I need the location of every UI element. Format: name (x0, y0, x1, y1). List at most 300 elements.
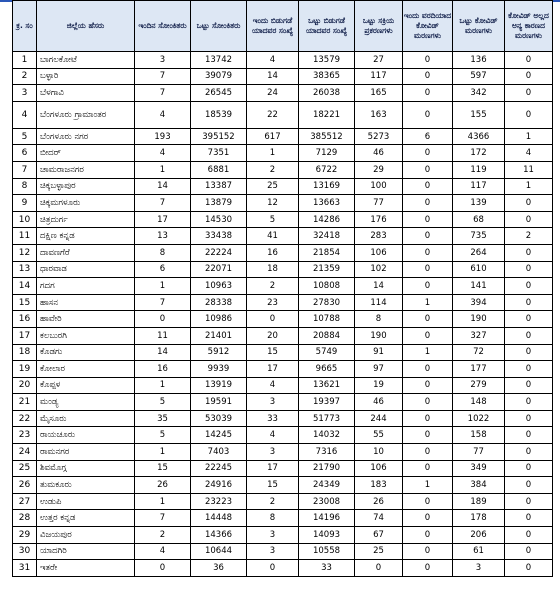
table-cell: 33438 (191, 228, 247, 245)
table-row (13, 195, 553, 212)
table-cell: 0 (135, 311, 191, 328)
district-name-cell: ಉಡುಪಿ (37, 493, 135, 510)
table-cell: 0 (505, 510, 553, 527)
table-cell: 9665 (299, 361, 355, 378)
table-cell: 1 (135, 493, 191, 510)
table-cell: 2 (247, 493, 299, 510)
serial-number-cell: 11 (13, 228, 37, 245)
table-cell: 5912 (191, 344, 247, 361)
table-cell: 36 (191, 560, 247, 577)
table-cell: 10963 (191, 278, 247, 295)
table-cell: 0 (505, 444, 553, 461)
district-name-cell: ಗದಗ (37, 278, 135, 295)
table-cell: 14 (247, 68, 299, 85)
table-cell: 68 (453, 211, 505, 228)
district-name-cell: ಕೋಲಾರ (37, 361, 135, 378)
table-cell: 394 (453, 294, 505, 311)
table-cell: 0 (403, 178, 453, 195)
table-cell: 206 (453, 527, 505, 544)
district-name-cell: ಕೊಪ್ಪಳ (37, 377, 135, 394)
table-cell: 0 (403, 377, 453, 394)
header-cell: ಒಟ್ಟು ಬಿಡುಗಡೆ ಯಾದವರ ಸಂಖ್ಯೆ (299, 1, 355, 52)
table-cell: 193 (135, 128, 191, 145)
table-cell: 5273 (355, 128, 403, 145)
table-cell: 119 (453, 161, 505, 178)
header-cell: ಇಂದಿನ ಸೋಂಕಿತರು (135, 1, 191, 52)
district-name-cell: ಬೀದರ್ (37, 145, 135, 162)
serial-number-cell: 13 (13, 261, 37, 278)
table-cell: 18 (247, 261, 299, 278)
serial-number-cell: 18 (13, 344, 37, 361)
table-cell: 279 (453, 377, 505, 394)
district-name-cell: ದಾವಣಗೆರೆ (37, 244, 135, 261)
table-cell: 13919 (191, 377, 247, 394)
table-cell: 2 (505, 228, 553, 245)
table-row (13, 394, 553, 411)
table-cell: 21854 (299, 244, 355, 261)
table-cell: 16 (135, 361, 191, 378)
table-cell: 0 (403, 211, 453, 228)
table-cell: 51773 (299, 410, 355, 427)
district-name-cell: ಮಂಡ್ಯ (37, 394, 135, 411)
table-row (13, 228, 553, 245)
table-cell: 1 (135, 444, 191, 461)
table-cell: 11 (135, 327, 191, 344)
table-cell: 2 (247, 161, 299, 178)
table-cell: 7 (135, 510, 191, 527)
table-cell: 158 (453, 427, 505, 444)
table-cell: 0 (403, 460, 453, 477)
table-cell: 15 (135, 460, 191, 477)
district-name-cell: ರಾಮನಗರ (37, 444, 135, 461)
table-cell: 0 (403, 68, 453, 85)
table-cell: 97 (355, 361, 403, 378)
table-cell: 0 (505, 85, 553, 102)
table-cell: 22245 (191, 460, 247, 477)
table-cell: 19591 (191, 394, 247, 411)
table-cell: 7 (135, 68, 191, 85)
table-cell: 15 (247, 477, 299, 494)
table-cell: 0 (355, 560, 403, 577)
table-cell: 13387 (191, 178, 247, 195)
table-cell: 25 (247, 178, 299, 195)
table-row (13, 560, 553, 577)
table-row (13, 361, 553, 378)
table-cell: 1 (135, 161, 191, 178)
table-cell: 0 (403, 394, 453, 411)
table-cell: 26038 (299, 85, 355, 102)
table-cell: 6 (135, 261, 191, 278)
table-cell: 74 (355, 510, 403, 527)
table-cell: 106 (355, 244, 403, 261)
district-name-cell: ತುಮಕೂರು (37, 477, 135, 494)
table-cell: 27 (355, 52, 403, 69)
table-cell: 0 (505, 377, 553, 394)
table-cell: 14 (355, 278, 403, 295)
table-cell: 32418 (299, 228, 355, 245)
table-cell: 0 (403, 261, 453, 278)
district-name-cell: ಬಾಗಲಕೋಟೆ (37, 52, 135, 69)
table-cell: 10 (355, 444, 403, 461)
table-row (13, 101, 553, 128)
table-cell: 21401 (191, 327, 247, 344)
district-name-cell: ಕಲಬುರಗಿ (37, 327, 135, 344)
table-cell: 0 (505, 294, 553, 311)
table-row (13, 327, 553, 344)
table-cell: 24 (247, 85, 299, 102)
table-cell: 106 (355, 460, 403, 477)
table-cell: 0 (247, 560, 299, 577)
table-cell: 117 (453, 178, 505, 195)
table-cell: 77 (453, 444, 505, 461)
serial-number-cell: 15 (13, 294, 37, 311)
table-cell: 0 (403, 527, 453, 544)
table-cell: 13169 (299, 178, 355, 195)
table-cell: 327 (453, 327, 505, 344)
table-cell: 0 (403, 311, 453, 328)
table-cell: 24349 (299, 477, 355, 494)
table-cell: 25 (355, 543, 403, 560)
serial-number-cell: 27 (13, 493, 37, 510)
table-cell: 17 (135, 211, 191, 228)
district-name-cell: ಹಾವೇರಿ (37, 311, 135, 328)
serial-number-cell: 21 (13, 394, 37, 411)
serial-number-cell: 10 (13, 211, 37, 228)
table-cell: 8 (247, 510, 299, 527)
district-name-cell: ಚಾಮರಾಜನಗರ (37, 161, 135, 178)
table-cell: 617 (247, 128, 299, 145)
table-cell: 0 (505, 410, 553, 427)
table-row (13, 410, 553, 427)
table-cell: 17 (247, 460, 299, 477)
table-cell: 12 (247, 195, 299, 212)
table-cell: 15 (247, 344, 299, 361)
table-cell: 0 (403, 52, 453, 69)
table-cell: 13663 (299, 195, 355, 212)
table-cell: 21790 (299, 460, 355, 477)
table-cell: 0 (505, 493, 553, 510)
table-cell: 14286 (299, 211, 355, 228)
table-cell: 102 (355, 261, 403, 278)
table-cell: 735 (453, 228, 505, 245)
district-name-cell: ದಕ್ಷಿಣ ಕನ್ನಡ (37, 228, 135, 245)
table-cell: 0 (247, 311, 299, 328)
serial-number-cell: 25 (13, 460, 37, 477)
serial-number-cell: 26 (13, 477, 37, 494)
table-cell: 13879 (191, 195, 247, 212)
table-cell: 5 (135, 394, 191, 411)
header-row (13, 1, 553, 52)
table-cell: 18539 (191, 101, 247, 128)
table-cell: 395152 (191, 128, 247, 145)
serial-number-cell: 22 (13, 410, 37, 427)
district-name-cell: ಶಿವಮೊಗ್ಗ (37, 460, 135, 477)
table-cell: 14448 (191, 510, 247, 527)
table-cell: 1 (505, 178, 553, 195)
table-row (13, 493, 553, 510)
table-cell: 46 (355, 394, 403, 411)
table-cell: 4 (135, 543, 191, 560)
table-cell: 53039 (191, 410, 247, 427)
table-cell: 26 (355, 493, 403, 510)
serial-number-cell: 20 (13, 377, 37, 394)
table-cell: 244 (355, 410, 403, 427)
table-cell: 0 (403, 278, 453, 295)
table-cell: 23223 (191, 493, 247, 510)
table-cell: 100 (355, 178, 403, 195)
table-cell: 0 (403, 145, 453, 162)
table-cell: 0 (505, 52, 553, 69)
table-cell: 0 (505, 394, 553, 411)
table-cell: 7 (135, 85, 191, 102)
table-cell: 26545 (191, 85, 247, 102)
table-cell: 5 (247, 211, 299, 228)
table-cell: 0 (403, 560, 453, 577)
header-cell: ಕ್ರ. ಸಂ (13, 1, 37, 52)
table-cell: 163 (355, 101, 403, 128)
table-cell: 0 (403, 161, 453, 178)
table-row (13, 145, 553, 162)
table-cell: 21359 (299, 261, 355, 278)
table-row (13, 52, 553, 69)
table-cell: 1 (505, 128, 553, 145)
table-cell: 0 (505, 460, 553, 477)
table-cell: 155 (453, 101, 505, 128)
table-cell: 7 (135, 195, 191, 212)
table-cell: 23008 (299, 493, 355, 510)
table-cell: 14032 (299, 427, 355, 444)
district-name-cell: ಬೆಂಗಳೂರು ನಗರ (37, 128, 135, 145)
table-row (13, 527, 553, 544)
header-cell: ಒಟ್ಟು ಕೋವಿಡ್ ಮರಣಗಳು (453, 1, 505, 52)
district-name-cell: ಬಳ್ಳಾರಿ (37, 68, 135, 85)
table-cell: 148 (453, 394, 505, 411)
table-cell: 0 (505, 278, 553, 295)
table-cell: 3 (247, 527, 299, 544)
table-cell: 41 (247, 228, 299, 245)
table-cell: 14093 (299, 527, 355, 544)
table-cell: 0 (505, 477, 553, 494)
table-row (13, 460, 553, 477)
table-cell: 20884 (299, 327, 355, 344)
table-cell: 165 (355, 85, 403, 102)
table-cell: 46 (355, 145, 403, 162)
table-cell: 10558 (299, 543, 355, 560)
table-cell: 0 (505, 68, 553, 85)
table-row (13, 178, 553, 195)
table-cell: 183 (355, 477, 403, 494)
table-row (13, 311, 553, 328)
table-cell: 4 (247, 377, 299, 394)
table-cell: 117 (355, 68, 403, 85)
serial-number-cell: 17 (13, 327, 37, 344)
table-cell: 597 (453, 68, 505, 85)
table-cell: 33 (299, 560, 355, 577)
serial-number-cell: 5 (13, 128, 37, 145)
table-cell: 7403 (191, 444, 247, 461)
table-row (13, 161, 553, 178)
table-cell: 20 (247, 327, 299, 344)
table-cell: 19 (355, 377, 403, 394)
district-name-cell: ವಿಜಯಪುರ (37, 527, 135, 544)
table-cell: 17 (247, 361, 299, 378)
serial-number-cell: 14 (13, 278, 37, 295)
table-cell: 5 (135, 427, 191, 444)
table-cell: 3 (247, 444, 299, 461)
table-cell: 67 (355, 527, 403, 544)
table-cell: 0 (505, 211, 553, 228)
table-cell: 1 (403, 477, 453, 494)
district-name-cell: ರಾಯಚೂರು (37, 427, 135, 444)
table-cell: 4 (247, 427, 299, 444)
header-cell: ಒಟ್ಟು ಸೋಂಕಿತರು (191, 1, 247, 52)
table-cell: 0 (403, 444, 453, 461)
table-cell: 7 (135, 294, 191, 311)
table-cell: 7316 (299, 444, 355, 461)
table-cell: 349 (453, 460, 505, 477)
district-name-cell: ಬೆಂಗಳೂರು ಗ್ರಾಮಾಂತರ (37, 101, 135, 128)
serial-number-cell: 28 (13, 510, 37, 527)
serial-number-cell: 7 (13, 161, 37, 178)
table-row (13, 278, 553, 295)
district-name-cell: ಉತ್ತರ ಕನ್ನಡ (37, 510, 135, 527)
serial-number-cell: 6 (13, 145, 37, 162)
table-cell: 0 (505, 527, 553, 544)
table-cell: 8 (355, 311, 403, 328)
table-cell: 178 (453, 510, 505, 527)
table-cell: 35 (135, 410, 191, 427)
table-cell: 61 (453, 543, 505, 560)
district-name-cell: ಧಾರವಾಡ (37, 261, 135, 278)
table-row (13, 294, 553, 311)
table-row (13, 344, 553, 361)
serial-number-cell: 16 (13, 311, 37, 328)
district-name-cell: ಚಿಕ್ಕಬಳ್ಳಾಪುರ (37, 178, 135, 195)
table-cell: 385512 (299, 128, 355, 145)
table-cell: 29 (355, 161, 403, 178)
table-cell: 3 (247, 543, 299, 560)
table-cell: 10808 (299, 278, 355, 295)
table-row (13, 543, 553, 560)
table-cell: 0 (403, 195, 453, 212)
serial-number-cell: 19 (13, 361, 37, 378)
table-cell: 39079 (191, 68, 247, 85)
table-cell: 1 (403, 344, 453, 361)
table-cell: 0 (505, 427, 553, 444)
table-cell: 4366 (453, 128, 505, 145)
table-cell: 3 (247, 394, 299, 411)
table-cell: 10644 (191, 543, 247, 560)
table-cell: 0 (505, 101, 553, 128)
serial-number-cell: 4 (13, 101, 37, 128)
table-cell: 136 (453, 52, 505, 69)
table-cell: 23 (247, 294, 299, 311)
table-cell: 14366 (191, 527, 247, 544)
table-cell: 22071 (191, 261, 247, 278)
header-cell: ಇಂದು ವರದಿಯಾದ ಕೋವಿಡ್ ಮರಣಗಳು (403, 1, 453, 52)
table-cell: 13579 (299, 52, 355, 69)
table-cell: 33 (247, 410, 299, 427)
table-cell: 4 (135, 101, 191, 128)
table-row (13, 427, 553, 444)
table-cell: 0 (403, 101, 453, 128)
table-cell: 189 (453, 493, 505, 510)
table-row (13, 444, 553, 461)
table-cell: 27830 (299, 294, 355, 311)
serial-number-cell: 30 (13, 543, 37, 560)
table-cell: 10986 (191, 311, 247, 328)
table-cell: 0 (505, 261, 553, 278)
table-cell: 4 (247, 52, 299, 69)
table-cell: 177 (453, 361, 505, 378)
table-cell: 0 (403, 327, 453, 344)
table-cell: 0 (403, 244, 453, 261)
table-cell: 190 (453, 311, 505, 328)
table-cell: 0 (403, 427, 453, 444)
serial-number-cell: 12 (13, 244, 37, 261)
table-cell: 384 (453, 477, 505, 494)
table-cell: 14196 (299, 510, 355, 527)
district-name-cell: ಹಾಸನ (37, 294, 135, 311)
table-cell: 26 (135, 477, 191, 494)
serial-number-cell: 8 (13, 178, 37, 195)
table-cell: 13 (135, 228, 191, 245)
table-cell: 0 (135, 560, 191, 577)
table-cell: 0 (505, 543, 553, 560)
district-name-cell: ಕೊಡಗು (37, 344, 135, 361)
district-name-cell: ಯಾದಗಿರಿ (37, 543, 135, 560)
serial-number-cell: 31 (13, 560, 37, 577)
table-row (13, 244, 553, 261)
serial-number-cell: 24 (13, 444, 37, 461)
table-cell: 283 (355, 228, 403, 245)
table-cell: 72 (453, 344, 505, 361)
table-cell: 55 (355, 427, 403, 444)
table-cell: 190 (355, 327, 403, 344)
table-cell: 139 (453, 195, 505, 212)
table-cell: 0 (403, 85, 453, 102)
table-cell: 2 (135, 527, 191, 544)
table-cell: 264 (453, 244, 505, 261)
table-cell: 16 (247, 244, 299, 261)
table-cell: 8 (135, 244, 191, 261)
header-cell: ಇಂದು ಬಿಡುಗಡೆ ಯಾದವರ ಸಂಖ್ಯೆ (247, 1, 299, 52)
table-cell: 3 (135, 52, 191, 69)
table-cell: 91 (355, 344, 403, 361)
table-cell: 22224 (191, 244, 247, 261)
table-cell: 342 (453, 85, 505, 102)
table-cell: 0 (505, 560, 553, 577)
table-cell: 0 (505, 195, 553, 212)
table-cell: 0 (403, 410, 453, 427)
table-cell: 1 (403, 294, 453, 311)
table-cell: 0 (403, 493, 453, 510)
serial-number-cell: 1 (13, 52, 37, 69)
table-cell: 9939 (191, 361, 247, 378)
header-cell: ಒಟ್ಟು ಸಕ್ರಿಯ ಪ್ರಕರಣಗಳು (355, 1, 403, 52)
table-cell: 141 (453, 278, 505, 295)
table-cell: 6722 (299, 161, 355, 178)
table-cell: 1022 (453, 410, 505, 427)
table-row (13, 510, 553, 527)
table-cell: 176 (355, 211, 403, 228)
table-body (13, 52, 553, 577)
table-cell: 22 (247, 101, 299, 128)
table-cell: 13742 (191, 52, 247, 69)
table-cell: 0 (403, 361, 453, 378)
header-cell: ಜಿಲ್ಲೆಯ ಹೆಸರು (37, 1, 135, 52)
table-cell: 172 (453, 145, 505, 162)
